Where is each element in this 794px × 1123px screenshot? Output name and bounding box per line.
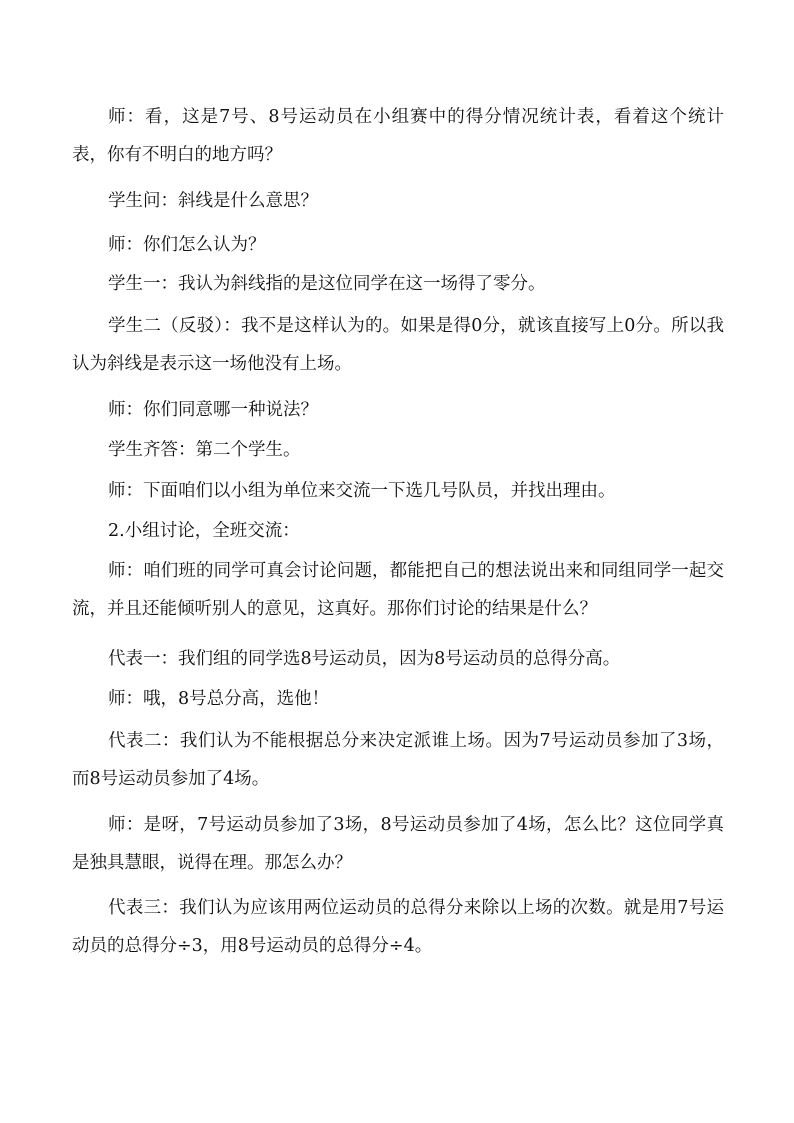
paragraph-teacher-agree: 师：你们同意哪一种说法？	[108, 400, 318, 420]
paragraph-representative-two: 代表二：我们认为不能根据总分来决定派谁上场。因为7号运动员参加了3场，而8号运动员参加了4场。	[72, 731, 724, 789]
paragraph-student-one: 学生一：我认为斜线指的是这位同学在这一场得了零分。	[108, 274, 546, 294]
document-page	[72, 0, 724, 1123]
paragraph-students-answer: 学生齐答：第二个学生。	[108, 440, 301, 460]
paragraph-representative-three: 代表三：我们认为应该用两位运动员的总得分来除以上场的次数。就是用7号运动员的总得分÷3，用8号运动员的总得分÷4。	[72, 898, 724, 956]
section-heading-discussion: 2.小组讨论，全班交流：	[108, 521, 300, 541]
paragraph-student-question: 学生问：斜线是什么意思？	[108, 191, 318, 211]
paragraph-teacher-reply: 师：哦，8号总分高，选他！	[108, 689, 330, 709]
paragraph-teacher-intro: 师：看，这是7号、8号运动员在小组赛中的得分情况统计表，看着这个统计表，你有不明白的地方吗？	[72, 107, 724, 165]
paragraph-teacher-compare: 师：是呀，7号运动员参加了3场，8号运动员参加了4场，怎么比？这位同学真是独具慧眼，说得在理。那怎么办？	[72, 815, 724, 873]
paragraph-teacher-praise: 师：咱们班的同学可真会讨论问题，都能把自己的想法说出来和同组同学一起交流，并且还能倾听别人的意见，这真好。那你们讨论的结果是什么？	[72, 561, 724, 619]
paragraph-teacher-group: 师：下面咱们以小组为单位来交流一下选几号队员，并找出理由。	[108, 481, 616, 501]
paragraph-representative-one: 代表一：我们组的同学选8号运动员，因为8号运动员的总得分高。	[108, 649, 621, 669]
paragraph-student-two: 学生二（反驳）：我不是这样认为的。如果是得0分，就该直接写上0分。所以我认为斜线是表示这一场他没有上场。	[72, 316, 724, 374]
paragraph-teacher-ask: 师：你们怎么认为？	[108, 235, 266, 255]
